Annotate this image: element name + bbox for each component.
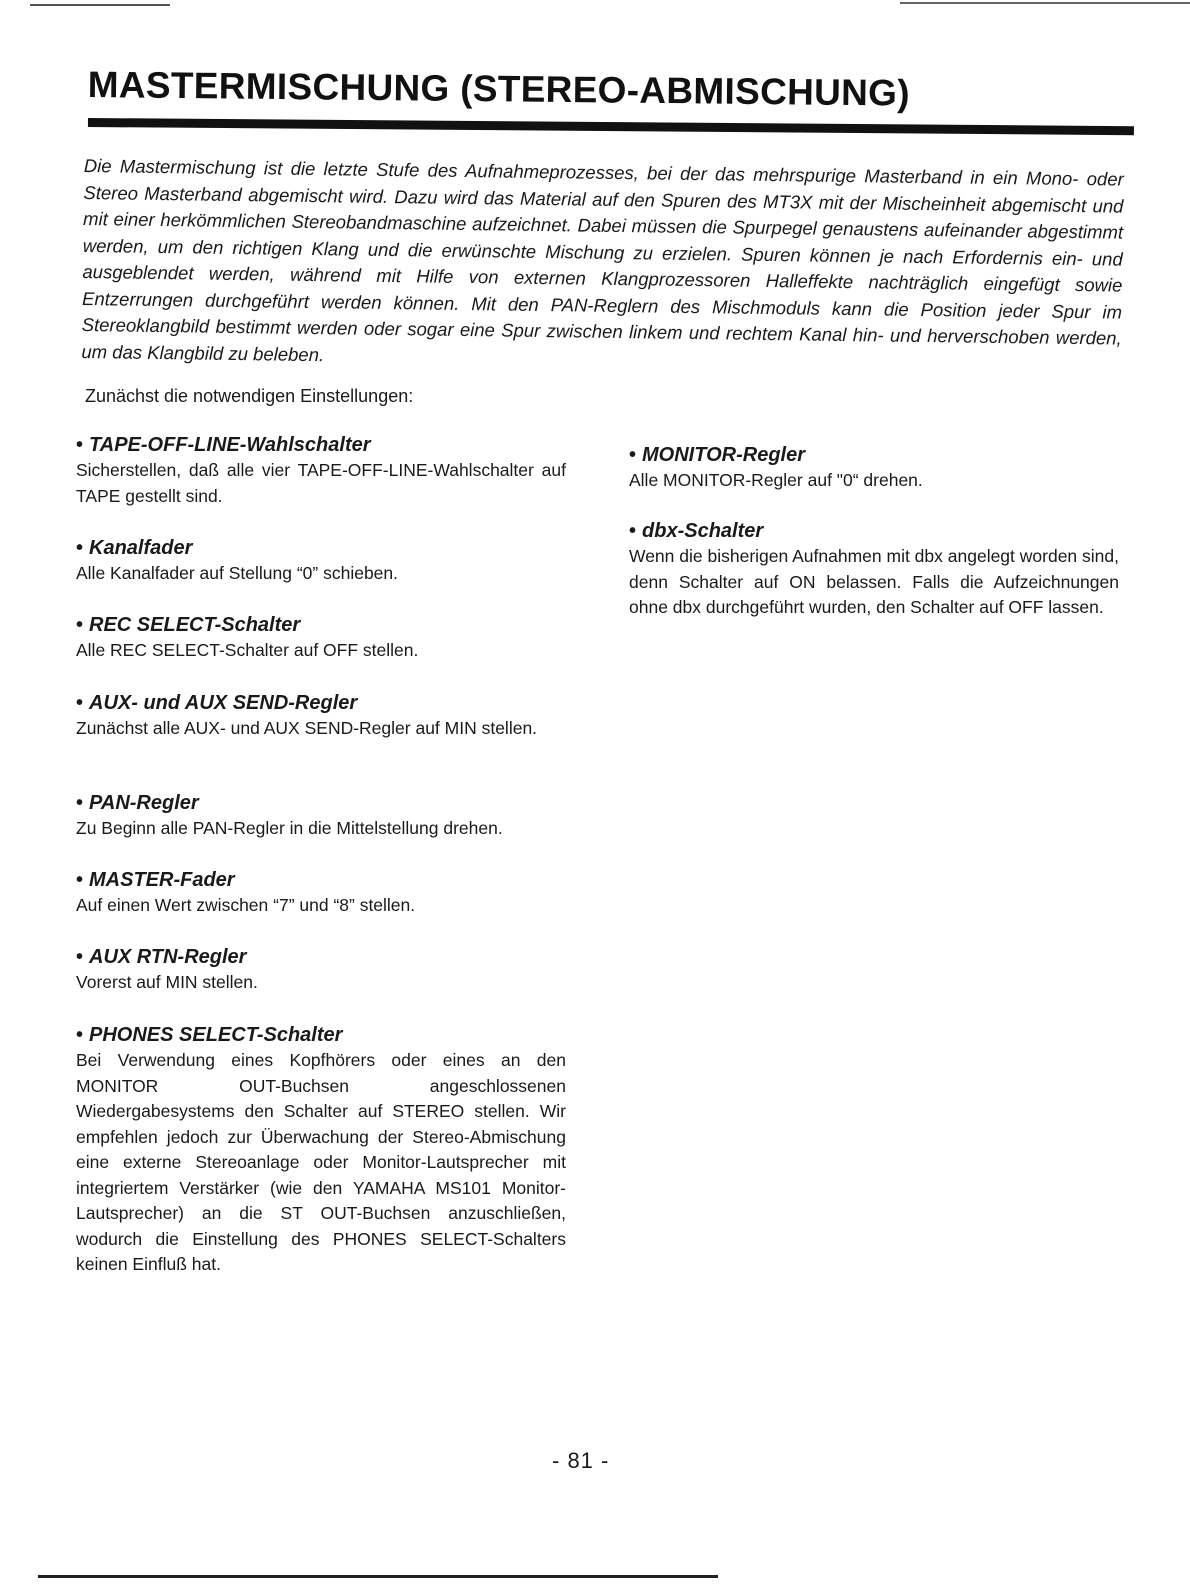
bullet-icon: • [76, 792, 84, 814]
setting-item-tape-off-line [76, 432, 566, 509]
page-title: MASTERMISCHUNG (STEREO-ABMISCHUNG) [87, 64, 911, 114]
setting-item-master-fader [76, 867, 566, 919]
setting-text: Zu Beginn alle PAN-Regler in die Mittelstellung drehen. [76, 818, 503, 838]
setting-text: Wenn die bisherigen Aufnahmen mit dbx angelegt worden sind, denn Schalter auf ON belassen. Falls die Aufzeichnungen ohne dbx durchgeführt wurden, den Schalter auf OFF lassen. [629, 546, 1119, 617]
page-number: - 81 - [552, 1448, 610, 1473]
setting-item-kanalfader [76, 535, 566, 587]
setting-title: MASTER-Fader [89, 869, 235, 891]
setting-text: Alle MONITOR-Regler auf "0“ drehen. [629, 470, 923, 490]
title-underline-rule [88, 118, 1134, 135]
setting-title: TAPE-OFF-LINE-Wahlschalter [89, 434, 371, 456]
settings-lead-text: Zunächst die notwendigen Einstellungen: [85, 386, 414, 406]
setting-title: AUX RTN-Regler [89, 946, 247, 968]
setting-item-aux-rtn [76, 944, 566, 996]
setting-title: PAN-Regler [89, 792, 199, 814]
setting-title: REC SELECT-Schalter [89, 614, 301, 636]
setting-title: PHONES SELECT-Schalter [89, 1024, 343, 1046]
bullet-icon: • [76, 1024, 84, 1046]
setting-text: Sicherstellen, daß alle vier TAPE-OFF-LINE-Wahlschalter auf TAPE gestellt sind. [76, 460, 566, 506]
scan-edge-top-right [900, 2, 1190, 4]
setting-item-rec-select [76, 612, 566, 664]
setting-title: MONITOR-Regler [642, 444, 805, 466]
setting-text: Alle REC SELECT-Schalter auf OFF stellen. [76, 640, 419, 660]
scan-edge-bottom [38, 1575, 718, 1578]
setting-title: AUX- und AUX SEND-Regler [89, 692, 358, 714]
intro-paragraph: Die Mastermischung ist die letzte Stufe des Aufnahmeprozesses, bei der das mehrspurige Masterband in ein Mono- oder Stereo Masterband abgemischt wird. Dazu wird das Material auf den Spuren des MT3X mit der Mischeinheit abgemischt und mit einer herkömmlichen Stereobandmaschine aufzeichnet. Dabei müssen die Spurpegel genaustens aufeinander abgestimmt werden, um den richtigen Klang und die erwünschte Mischung zu erzielen. Spuren können je nach Erfordernis ein- und ausgeblendet werden, während mit Hilfe von externen Klangprozessoren Halleffekte nachträglich eingefügt sowie Entzerrungen durchgeführt werden können. Mit den PAN-Reglern des Mischmoduls kann die Position jeder Spur im Stereoklangbild bestimmt werden oder sogar eine Spur zwischen linkem und rechtem Kanal hin- und herverschoben werden, um das Klangbild zu beleben. [81, 154, 1124, 365]
setting-item-monitor [629, 442, 1119, 494]
setting-text: Vorerst auf MIN stellen. [76, 972, 258, 992]
setting-title: Kanalfader [89, 537, 193, 559]
setting-item-aux-send [76, 690, 566, 742]
setting-item-pan [76, 790, 566, 842]
setting-text: Alle Kanalfader auf Stellung “0” schieben. [76, 563, 399, 583]
setting-title: dbx-Schalter [642, 520, 764, 542]
setting-text: Auf einen Wert zwischen “7” und “8” stellen. [76, 895, 416, 915]
bullet-icon: • [629, 520, 637, 542]
setting-item-dbx [629, 518, 1119, 621]
bullet-icon: • [76, 869, 84, 891]
bullet-icon: • [76, 946, 84, 968]
setting-item-phones-select [76, 1022, 566, 1278]
setting-text: Zunächst alle AUX- und AUX SEND-Regler auf MIN stellen. [76, 718, 538, 738]
bullet-icon: • [76, 692, 84, 714]
setting-text: Bei Verwendung eines Kopfhörers oder eines an den MONITOR OUT-Buchsen angeschlossenen Wiedergabesystems den Schalter auf STEREO stellen. Wir empfehlen jedoch zur Überwachung der Stereo-Abmischung eine externe Stereoanlage oder Monitor-Lautsprecher mit integriertem Verstärker (wie den YAMAHA MS101 Monitor-Lautsprecher) an die ST OUT-Buchsen anzuschließen, wodurch die Einstellung des PHONES SELECT-Schalters keinen Einfluß hat. [76, 1050, 566, 1274]
bullet-icon: • [76, 614, 84, 636]
scan-edge-top-left [30, 4, 170, 6]
bullet-icon: • [76, 537, 84, 559]
bullet-icon: • [629, 444, 637, 466]
bullet-icon: • [76, 434, 84, 456]
